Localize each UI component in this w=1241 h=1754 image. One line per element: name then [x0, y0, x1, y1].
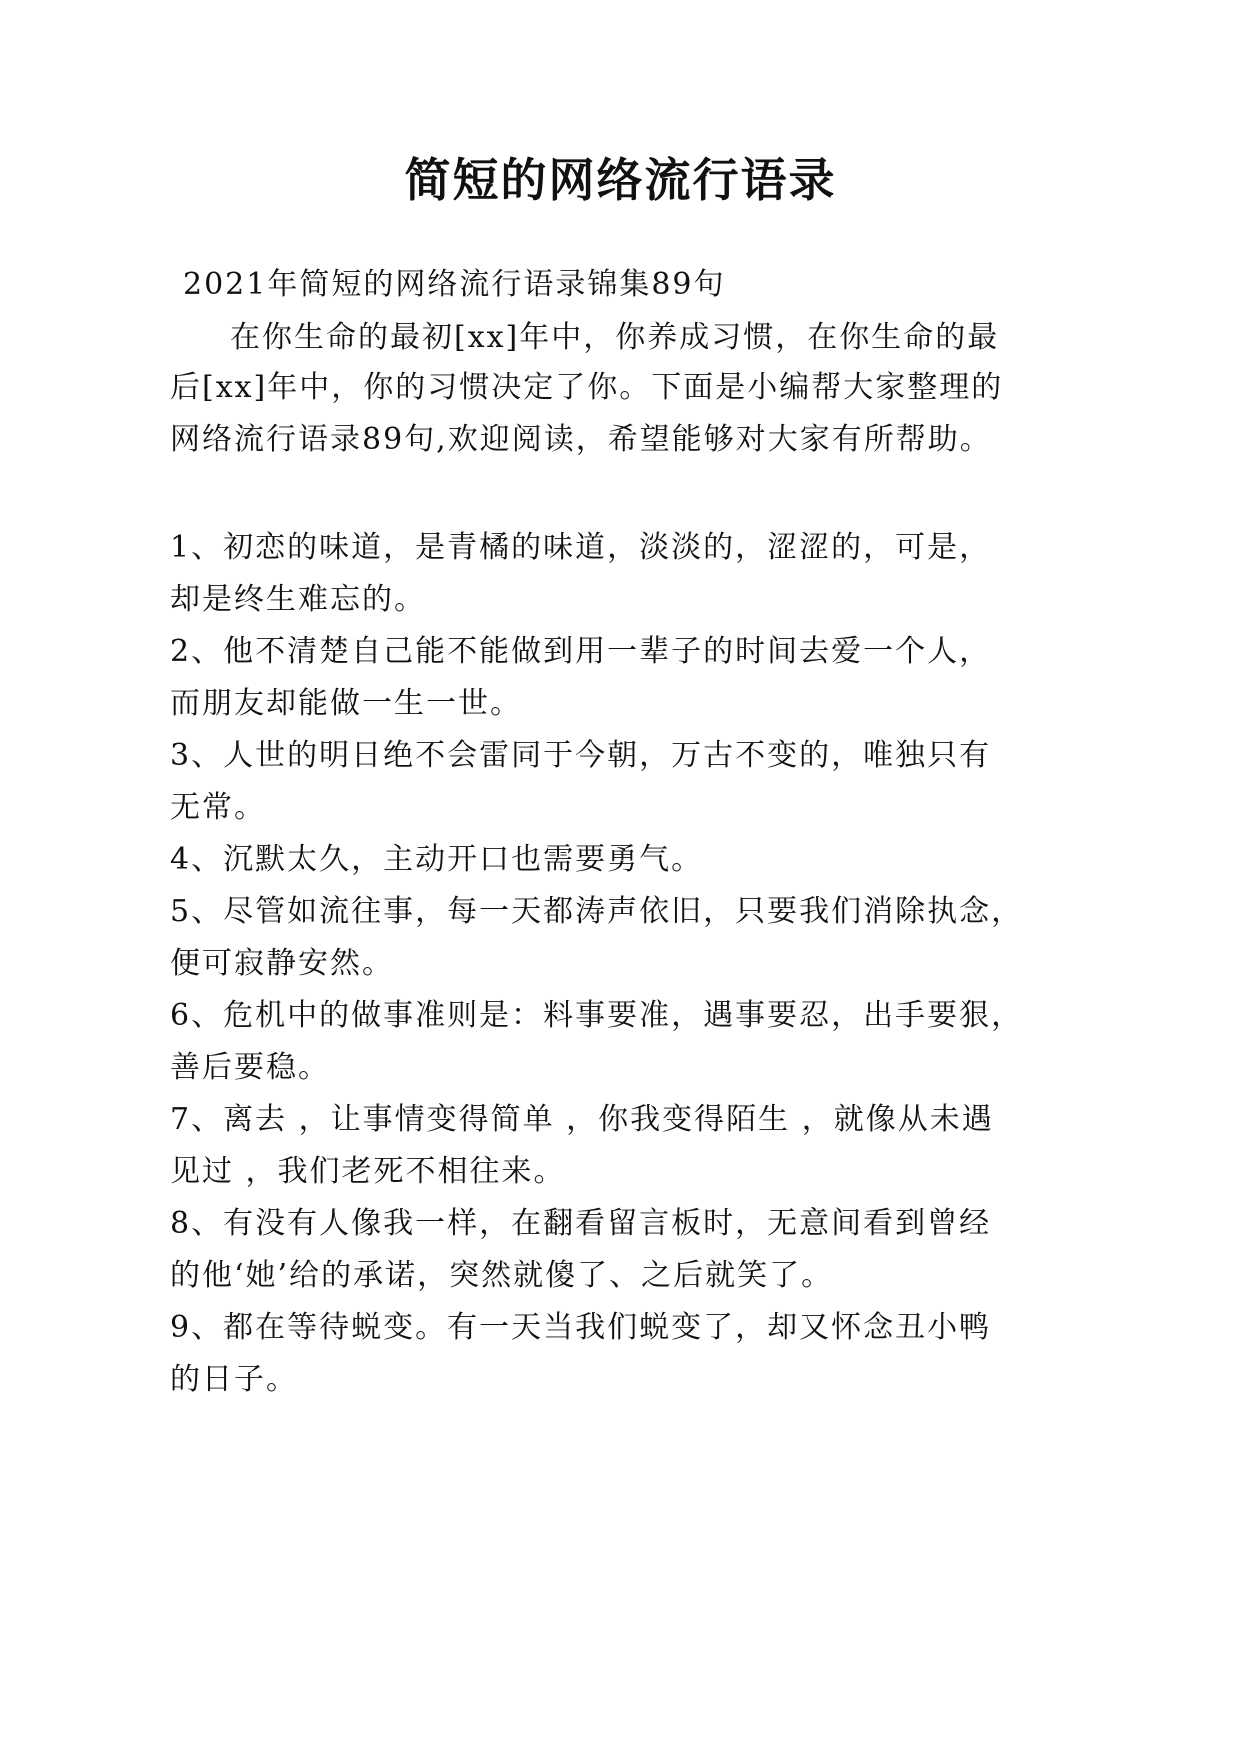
list-item: 却是终生难忘的。: [170, 582, 426, 617]
list-item: 而朋友却能做一生一世。: [170, 686, 522, 721]
list-item: 的日子。: [170, 1362, 298, 1397]
intro-line-3: 网络流行语录89句,欢迎阅读，希望能够对大家有所帮助。: [170, 422, 992, 457]
list-item: 3、人世的明日绝不会雷同于今朝，万古不变的，唯独只有: [170, 738, 992, 773]
list-item: 见过 ，我们老死不相往来。: [170, 1154, 566, 1189]
list-item: 7、离去 ，让事情变得简单 ，你我变得陌生 ，就像从未遇: [170, 1102, 994, 1137]
list-item: 1、初恋的味道，是青橘的味道，淡淡的，涩涩的，可是，: [170, 530, 992, 565]
list-item: 8、有没有人像我一样，在翻看留言板时，无意间看到曾经: [170, 1206, 992, 1241]
list-item: 无常。: [170, 790, 266, 825]
intro-line-1: 在你生命的最初[xx]年中，你养成习惯，在你生命的最: [230, 320, 1000, 355]
list-item: 5、尽管如流往事，每一天都涛声依旧，只要我们消除执念，: [170, 894, 1024, 929]
list-item: 善后要稳。: [170, 1050, 330, 1085]
page-title: 简短的网络流行语录: [404, 153, 837, 207]
list-item: 2、他不清楚自己能不能做到用一辈子的时间去爱一个人，: [170, 634, 992, 669]
list-item: 的他‘她’给的承诺，突然就傻了、之后就笑了。: [170, 1258, 834, 1293]
intro-line-2: 后[xx]年中，你的习惯决定了你。下面是小编帮大家整理的: [170, 370, 1004, 405]
list-item: 4、沉默太久，主动开口也需要勇气。: [170, 842, 704, 877]
list-item: 9、都在等待蜕变。有一天当我们蜕变了，却又怀念丑小鸭: [170, 1310, 992, 1345]
list-item: 便可寂静安然。: [170, 946, 394, 981]
document-subtitle: 2021年简短的网络流行语录锦集89句: [183, 267, 726, 302]
list-item: 6、危机中的做事准则是：料事要准，遇事要忍，出手要狠，: [170, 998, 1024, 1033]
